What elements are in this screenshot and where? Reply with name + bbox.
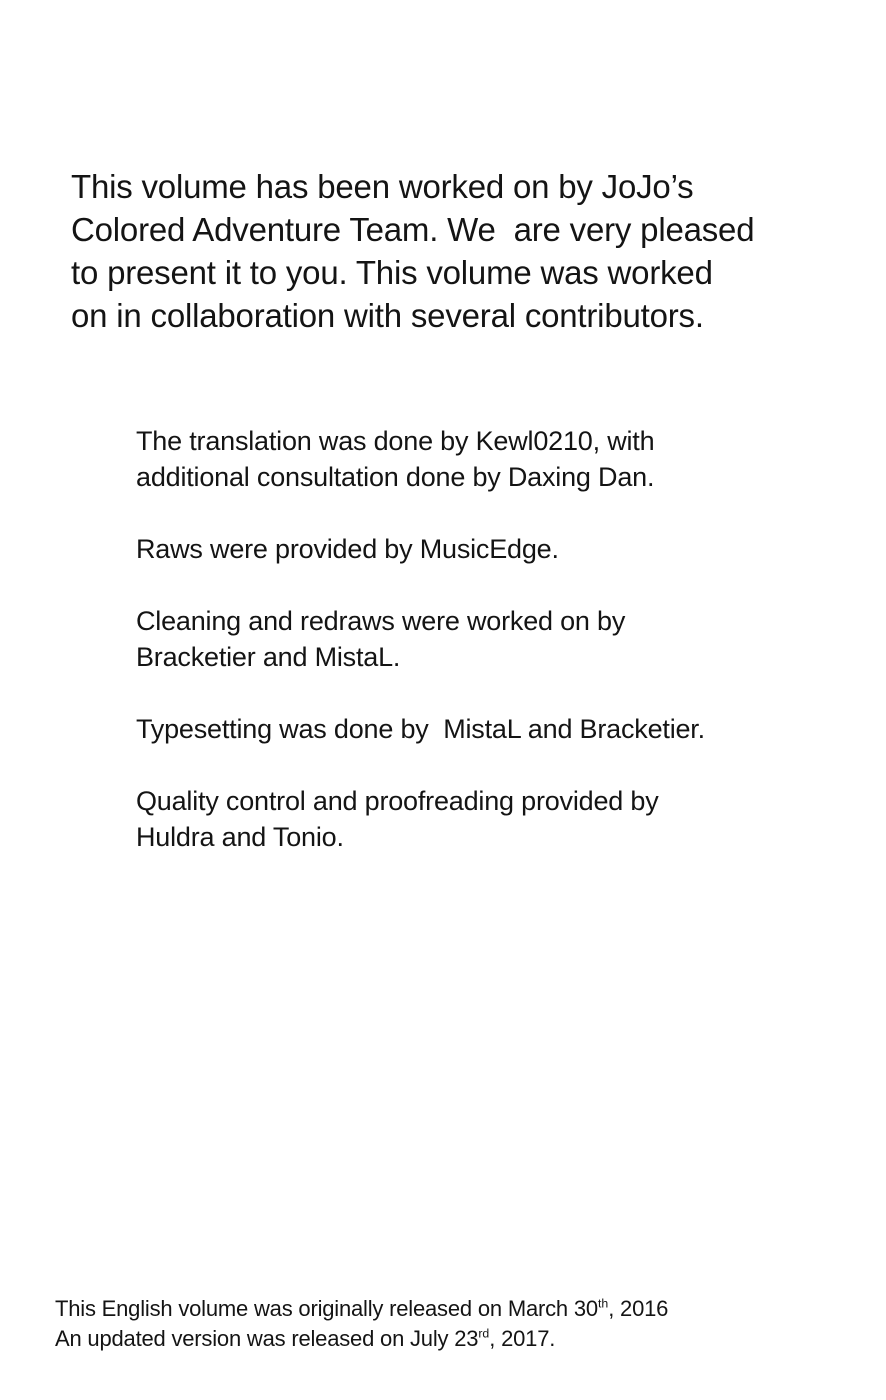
- credits-list: [136, 423, 705, 855]
- release-note-text: This English volume was originally released on March 30: [55, 1296, 598, 1321]
- credit-line: Typesetting was done by MistaL and Bracketier.: [136, 714, 705, 744]
- credit-line: Huldra and Tonio.: [136, 822, 344, 852]
- release-note-tail: , 2016: [608, 1296, 669, 1321]
- credit-line: additional consultation done by Daxing Dan.: [136, 462, 655, 492]
- intro-line-3: to present it to you. This volume was worked: [71, 254, 713, 291]
- credit-line: Raws were provided by MusicEdge.: [136, 534, 559, 564]
- ordinal-suffix: th: [597, 1296, 609, 1311]
- intro-line-2: Colored Adventure Team. We are very pleased: [71, 211, 755, 248]
- credit-line: The translation was done by Kewl0210, with: [136, 426, 655, 456]
- credit-line: Bracketier and MistaL.: [136, 642, 401, 672]
- release-note-tail: , 2017.: [489, 1326, 556, 1351]
- release-note-text: An updated version was released on July 23: [55, 1326, 479, 1351]
- credit-line: Quality control and proofreading provided by: [136, 786, 659, 816]
- ordinal-suffix: rd: [478, 1326, 490, 1341]
- intro-line-1: This volume has been worked on by JoJo’s: [71, 168, 694, 205]
- credit-quality-control: [136, 783, 705, 855]
- credit-cleaning-redraws: [136, 603, 705, 675]
- credit-typesetting: [136, 711, 705, 747]
- credit-line: Cleaning and redraws were worked on by: [136, 606, 626, 636]
- release-note-updated: [55, 1324, 668, 1354]
- credit-raws: [136, 531, 705, 567]
- credit-translation: [136, 423, 705, 495]
- release-note-original: [55, 1294, 668, 1324]
- intro-line-4: on in collaboration with several contributors.: [71, 297, 704, 334]
- release-notes: [55, 1294, 668, 1354]
- intro-paragraph: [71, 165, 754, 337]
